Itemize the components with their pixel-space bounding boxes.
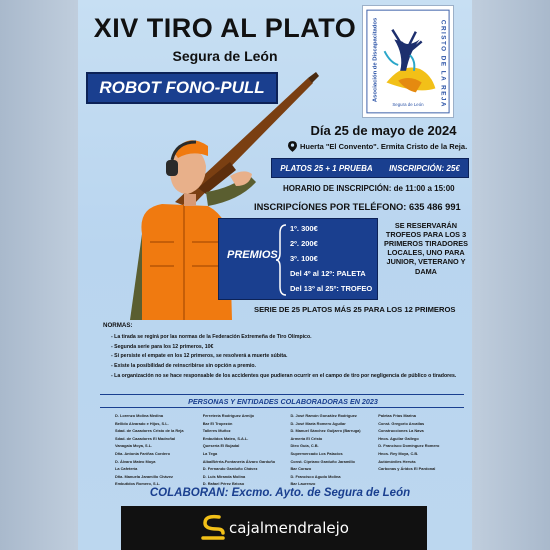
divider-top (100, 394, 464, 395)
platos-banner (271, 158, 469, 178)
prizes-label: PREMIOS (227, 249, 278, 261)
brace-graphic (276, 223, 288, 297)
collaborators-column-2 (203, 412, 285, 488)
logo-text-bottom: Segura de León (392, 102, 424, 108)
collaborator-name: Embutidos Mateo, S.A.L. (202, 435, 249, 441)
collaborator-name: Supermercado Los Palacios (290, 451, 343, 457)
trophies-note: SE RESERVARÁN TROFEOS PARA LOS 3 PRIMEROS TIRADORES LOCALES, UNO PARA JUNIOR, VETERANO Y DAMA (384, 221, 468, 276)
collaborators-column-1 (115, 412, 197, 488)
collaborator-name: Hnos. Aguilar Gallego (378, 435, 419, 441)
collaborator-name: Ferretería Rodríguez Armijo (202, 413, 255, 418)
collaborator-name: Bar El Tropezón (202, 420, 233, 426)
prize-item-4: Del 4º al 12º: PALETA (290, 269, 366, 278)
collaborator-name: Autómóviles Hervás (378, 458, 416, 464)
prize-item-3: 3º. 100€ (290, 254, 318, 263)
association-logo (362, 5, 454, 118)
collaborator-name: D. Lorenzo Molina Medina (115, 413, 163, 418)
collaborator-name: Const. Gregorio Arcatlas (378, 420, 425, 426)
prize-item-5: Del 13º al 25º: TROFEO (290, 284, 373, 293)
rules-title: NORMAS: (103, 322, 133, 329)
association-logo-graphic (363, 6, 453, 117)
rules-list (111, 333, 467, 381)
rule-item: - Existe la posibilidad de reinscribirse sin opción a premio. (111, 362, 257, 369)
collaborator-name: Dña. Antonia Faríñas Cordero (115, 451, 170, 457)
rule-item: - La tirada se regirá por las normas de la Federación Extremeña de Tiro Olímpico. (111, 334, 312, 340)
collaborator-name: D. Manuel Sánchez Guijarro (Barruga) (290, 428, 361, 434)
collaborator-name: Sdad. de Cazadores El Madroñal (115, 435, 176, 441)
collaborator-name: Const. Cipriano Garduño Jaramillo (290, 458, 355, 464)
collaborator-name: Armería El Cristo (290, 435, 323, 441)
collaborator-name: Vanagaia Moya, S.L. (115, 443, 153, 449)
collaborator-name: Bar Corazo (290, 466, 312, 472)
collaborator-name: D. José Ramón González Rodríguez (290, 413, 357, 418)
collaborator-name: D. Álvaro Mateo Moya (115, 458, 156, 464)
collaborator-name: Construcciones La Nava (378, 428, 424, 434)
collaborator-name: Carbonas y Áridos El Pardonal (378, 466, 436, 472)
prize-item-1: 1º. 300€ (290, 224, 318, 233)
collaborator-name: La Cafetería (115, 466, 138, 472)
collaborator-name: D. Luis Miranda Molina (202, 473, 246, 479)
collaborator-name: D. Fernando Garduño Chávez (202, 466, 258, 472)
poster-title: XIV TIRO AL PLATO (93, 13, 357, 43)
collaborator-name: Talleres Muñoz (202, 428, 231, 434)
location-pin-icon (288, 141, 297, 152)
collaborator-name: Hnos. Rey Moya, C.B. (378, 451, 419, 457)
collaborator-name: D. José María Romero Aguilar (290, 420, 346, 426)
logo-text-right: CRISTO DE LA REJA (439, 19, 447, 108)
collaborator-name: Sdad. de Cazadores Cristo de la Reja (115, 428, 184, 434)
collaborator-name: Bar Laurenzo (290, 481, 316, 487)
event-poster (78, 0, 472, 550)
divider-bottom (100, 407, 464, 408)
event-date: Día 25 de mayo de 2024 (310, 123, 457, 138)
rule-item: - Segunda serie para los 12 primeros, 10€ (111, 343, 214, 350)
logo-text-left: Asociación de Discapacitados (372, 17, 379, 103)
cajalmendralejo-logo-icon (199, 513, 225, 543)
collaborator-name: Embutidos Romero, S.L. (115, 481, 161, 487)
collaborators-column-3 (291, 412, 373, 488)
collaborator-name: D. Rafael Pérez Brioso (202, 481, 245, 487)
registration-phone: INSCRIPCÍONES POR TELÉFONO: 635 486 991 (254, 202, 461, 212)
rule-item: - Si persiste el empate en los 12 primeros, se resolverá a muerte súbita. (111, 353, 288, 360)
registration-hours: HORARIO DE INSCRIPCIÓN: de 11:00 a 15:00 (283, 184, 455, 193)
colaboran-line: COLABORAN: Excmo. Ayto. de Segura de León (149, 487, 411, 499)
prize-item-2: 2º. 200€ (290, 239, 318, 248)
collaborator-name: Bellido Alvarado e Hijos, S.L. (115, 420, 169, 426)
series-note: SERIE DE 25 PLATOS MÁS 25 PARA LOS 12 PRIMEROS (254, 305, 456, 314)
collaborator-name: Alba/Bérria-Fontaneria Álvaro Garduño (202, 458, 276, 464)
robot-banner: ROBOT FONO-PULL (86, 72, 278, 104)
collaborator-name: D. Francisco Domínguez Romero (378, 443, 440, 449)
poster-subtitle: Segura de León (172, 48, 278, 64)
collaborator-name: Paletas Frías Marina (378, 413, 416, 418)
prizes-box (218, 218, 378, 300)
collaborator-name: La Tega (202, 451, 218, 457)
collaborator-name: Dieo Guía, C.B. (290, 443, 319, 449)
sponsor-name: cajalmendralejo (229, 519, 349, 537)
collaborators-title: PERSONAS Y ENTIDADES COLABORADORAS EN 2023 (188, 397, 378, 406)
location-text: Huerta "El Convento". Ermita Cristo de la Reja. (300, 142, 468, 151)
collaborators-column-4 (378, 412, 460, 488)
platos-text: PLATOS 25 + 1 PRUEBA (280, 163, 373, 173)
collaborator-name: D. Francisco Agudo Molina (290, 473, 341, 479)
collaborator-name: Dña. Manuela Jaramillo Chávez (115, 473, 173, 479)
event-location (288, 141, 472, 152)
rule-item: - La organización no se hace responsable de los accidentes que pudieran ocurrir en el campo de tiro por negligencia de público o tiradores. (111, 372, 457, 379)
sponsor-band (121, 506, 427, 550)
inscripcion-price: INSCRIPCIÓN: 25€ (389, 163, 460, 173)
collaborators-list (115, 412, 460, 488)
collaborator-name: Quesería El Bujadal (202, 443, 240, 449)
